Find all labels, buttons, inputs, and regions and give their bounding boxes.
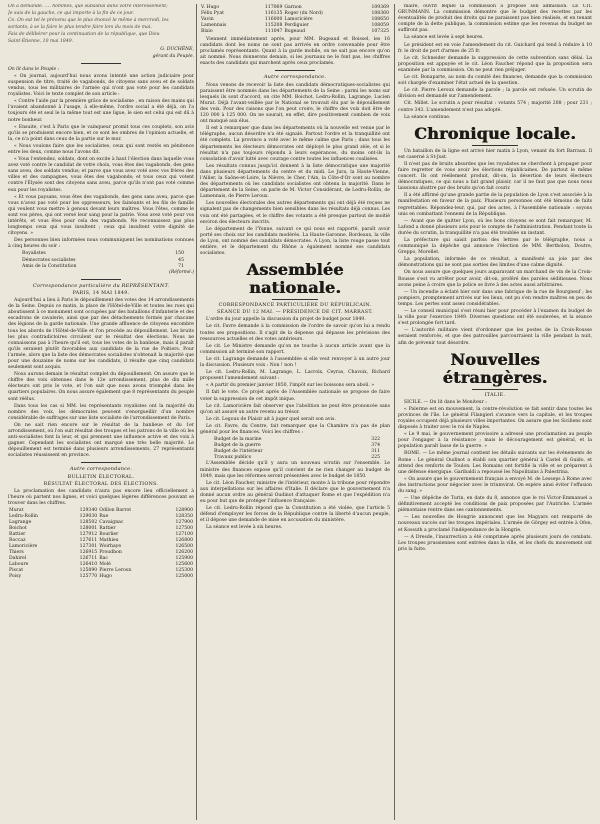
candidate-votes: 127301: [79, 544, 98, 550]
results-table: [200, 5, 390, 35]
item-value: 374: [371, 443, 380, 449]
paragraph: Aujourd'hui a lieu à Paris le dépouillement des votes des 14 arrondissements de la Seine. Depuis ce matin, la place de l'Hôtel-de-Ville et toutes les rues qui aboutissent à ce monument sont occupées par des bataillons d'infanterie et des escadrons de cavalerie, ainsi que par des détachements formés par chacune des légions de la garde nationale. Une grande affluence de citoyens encombre tous les abords de l'Hôtel-de-Ville et l'on procède au dépouillement. Les bruits les plus contradictoires circulent sur le résultat des élections. Nous ne connaissons pas à l'heure qu'il est, tous les votes de la banlieue, mais il paraît qu'ils seraient plutôt favorables aux candidats de la rue de Poitiers. Pour l'armée, alors que la liste des démocrates socialistes n'obtenait la majorité que pour une douzaine de noms sur les candidats, il résulte que cinq candidats seulement sont acquis.: [8, 298, 194, 371]
signature-sub: gérant du Peuple.: [152, 53, 194, 59]
paragraph: — Un incendie a éclaté hier soir dans une fabrique de la rue de Bourgneuf ; les pompiers, promptement arrivés sur les lieux, ont pu s'en rendre maîtres en peu de temps. Les pertes sont assez considérables.: [398, 289, 592, 307]
candidate-name: Roccaz: [9, 538, 26, 544]
item-value: 45: [178, 257, 184, 263]
candidate-votes: 128001: [79, 526, 98, 532]
candidate-votes: 129030: [79, 514, 98, 520]
candidate-votes: 127611: [79, 538, 98, 544]
paragraph: Je suis de la gauche, ce qui importe à la fin de ce jour.: [8, 11, 135, 17]
candidate-votes: 108059: [371, 23, 389, 28]
paragraph: Dans tous les cas si MM. les représentants royalistes ont la majorité du nombre des voix, les démocrates peuvent s'enorgueillir d'un nombre considérable de suffrages sur une liste socialiste de l'arrondissement de Paris.: [8, 403, 194, 421]
candidate-votes: 127900: [175, 520, 193, 526]
candidate-votes: 116135: [264, 11, 283, 16]
item-label: Budget de la marine: [214, 437, 262, 443]
correspondence-heading: Autre correspondance.: [69, 466, 133, 473]
paragraph: « Palerme est en mouvement, la contre-révolution se fait sentir dans toutes les provinces de l'île. Le général Filangieri s'avance vers la capitale, et les troupes royales occupent déjà plusieurs villes importantes. On assure que les Siciliens sont disposés à traiter avec le roi de Naples.: [398, 406, 592, 431]
item-label: Budget de la guerre: [214, 443, 261, 449]
paragraph: L'ordre du jour appelle la discussion du projet de budget pour 1849.: [206, 317, 366, 323]
item-value: 150: [175, 251, 184, 257]
paragraph: Fais de délibérer pour la continuation de la république, que Dieu: [8, 32, 160, 38]
candidate-name: Thiers: [9, 550, 24, 556]
paragraph: Le département de l'Yonne, suivant ce qui nous est rapporté, paraît avoir porté ses choix sur les candidats modérés. La Haute-Garonne, Bordeaux, la ville de Lyon, ont nommé des candidats démocrates. A Lyon, la liste rouge passe tout entière, et le département du Rhône a également nommé ses candidats socialistes.: [200, 226, 390, 257]
paragraph: Le cit. Lagrange demande à l'assemblée si elle veut renvoyer à un autre jour la discussion. Plusieurs voix : Non ! non !: [200, 356, 390, 369]
paragraph: Ce. On est tel le prévenu que le plus énoncé le même à mercredi, les: [8, 18, 169, 24]
assembly-body: [200, 317, 390, 436]
item-label: Royalistes: [22, 251, 46, 257]
candidate-name: Rue: [99, 514, 109, 520]
paragraph: Cit. Millet. Le scrutin a pour résultat : votants 574 ; majorité 288 ; pour 231 ; contre 343. L'amendement n'est pas adopté.: [398, 101, 592, 113]
candidate-name: Bac: [99, 556, 108, 562]
candidate-votes: 127100: [175, 532, 193, 538]
candidate-name: Garnon: [284, 5, 302, 10]
item-label: Travaux publics: [214, 455, 252, 461]
candidate-name: Bourlier: [99, 532, 119, 538]
paragraph: Le cit. Pierre Leroux demande la parole ; la parole est refusée. Un scrutin de division est demandé sur l'amendement.: [398, 88, 592, 100]
correspondence-body: [200, 83, 390, 258]
results-table: [8, 508, 194, 580]
item-value: 311: [371, 449, 380, 455]
elections-intro: La proclamation des candidats n'aura pas encore lieu officiellement à l'heure où partent nos lignes, et voici quelques légères différences pouvant se trouver dans les chiffres.: [8, 488, 194, 506]
assembly-body-end: [200, 461, 390, 531]
separator: [275, 70, 315, 71]
item-value: 225: [371, 455, 380, 461]
candidate-name: Lamoricière: [9, 544, 38, 550]
paragraph: Le cit. Bonaparte, au nom du comité des finances, demande que la commission soit chargée d'examiner l'état actuel de la question.: [398, 75, 592, 87]
paragraph: Le cit. Schneider demande la suppression de cette subvention sans délai. La proposition est appuyée et le cit. Léon Faucher répond que la proposition sera examinée par la commission. On ne peut rien préjuger.: [398, 55, 592, 73]
candidate-votes: 128502: [79, 520, 98, 526]
paragraph: Le cit. Le Ministre demande qu'on ne touche à aucun article avant que la commission ait terminé son rapport.: [200, 343, 390, 355]
paragraph: Le cit. Legoux de Plaisir ait à juger quel serait son avis.: [206, 416, 336, 422]
paragraph: On ne sait rien encore sur le résultat de la banlieue et du 1er arrondissement, où l'on suit résultat des troupes et les patrons de la ville où les anti-socialistes font la leur, et qui prennent une influence active et des voix à gagner. Cependant les socialistes ont marqué une très belle majorité. Le dépouillement est terminé dans plusieurs arrondissements, 27 représentants socialistes réussissent en province.: [8, 422, 194, 459]
paragraph: Le cit. Favre, du Centre, fait remarquer que la Chambre n'a pas de plan général pour les finances. Voici les chiffres :: [200, 423, 390, 435]
paragraph: SICILE. — On lit dans le Moniteur :: [404, 399, 487, 405]
paragraph: « On journal, aujourd'hui nous avons intenté une action judiciaire pour suspension de titre, traité de vagabonds, de citoyens sans aveu et de soldats vendus, tous les militaires de l'armée qui n'ont pas voté pour les candidats royalistes. Voici le texte complet de son article :: [8, 73, 194, 98]
item-label: Budget de l'intérieur: [214, 449, 263, 455]
paragraph: « Ensuite, c'est à Paris que le vainqueur promit tous ces couplets, son avis qu'ils se produisent encore bien, et ce sont les ombres de l'opinion actuelle, et la, ce n'a point dans ceux de la partie sur le mur.: [8, 124, 194, 142]
candidate-name: Piscat: [9, 568, 24, 574]
section-heading: On lit dans le Peuple :: [8, 66, 60, 72]
candidate-votes: 128900: [175, 508, 193, 514]
table-row: [200, 29, 390, 35]
elections-subheading: RÉSULTAT ÉLECTORAL DES ÉLECTIONS.: [43, 481, 159, 487]
candidate-votes: 111047: [264, 29, 283, 34]
candidate-votes: 126800: [175, 538, 193, 544]
tally-note: (Réformé.): [169, 269, 194, 275]
table-row: [8, 574, 194, 580]
candidate-name: Laboure: [9, 562, 29, 568]
candidate-name: Félix Pyat: [201, 11, 224, 16]
item-label: Amis de la Constitution: [22, 263, 77, 269]
chronique-title: Chronique locale.: [414, 123, 576, 143]
paragraph: La séance est levée à six heures.: [206, 525, 283, 531]
candidate-name: Molé: [99, 562, 111, 568]
nouvelles-body: [398, 400, 592, 553]
candidate-name: V. Hugo: [201, 5, 220, 10]
candidate-name: Woirhaye: [99, 544, 122, 550]
correspondence-body: [8, 298, 194, 459]
results-commentary: Viennent immédiatement après, pour MM. Bugeaud et Boissel, les 16 candidats dont les noms ne sont pas arrivés en ordre convenable pour être proclamés représentants. Quant à la garde mobile, on ne sait pas encore qu'on ait nommé. Nous donnerons demain, si les journaux ne le font pas, les chiffres exacts des candidats qui marchent après ceux proclamés.: [200, 37, 390, 67]
paragraph: maire, ouvrit lequel la commission a proposé son admission. LE CIT. GRUNMANN. La commission démontre que le budget des recettes par les éventualités de produit des droits qui ne paraissent pas bien réalisés, et en tenant compte de la dette publique, la commission estime que les revenus du budget ne suffiront pas.: [398, 4, 592, 34]
candidate-name: Lamoricière: [284, 17, 313, 22]
paragraph: Un bataillon de la ligne est arrivé hier matin à Lyon, venant du fort Barraux. Il est caserné à St-Just.: [398, 148, 592, 160]
continued-text: [398, 4, 592, 121]
candidate-votes: 125900: [175, 556, 193, 562]
paragraph: « Et vous paysans, vous êtes des vagabonds, des gens sans aveu, parce que vous n'avez pas voté pour les oppresseurs, les fainéants et les fils de famille qui veulent vous mettre à genoux devant leurs maîtres. Vous l'êtes, comme le sont vos pères, qui ont versé leur sang pour la patrie. Vous avez voté pour vos intérêts, et vous êtes pour cela des vagabonds. Ne reconnaissez pas plus longtemps ceux qui vous insultent ; ceux qui insultent votre dignité de citoyens. »: [8, 194, 194, 237]
tally-list: [8, 251, 194, 269]
candidate-name: Hugo: [99, 574, 112, 580]
column-rule: [394, 4, 395, 820]
paragraph: L'Assemblée décide qu'il y aura un nouveau scrutin sur l'ensemble. Le ministre des finances expose qu'il convient de ne rien changer au budget de 1849, mais que les réformes seront présentées avec le budget de 1850.: [200, 461, 390, 479]
candidate-votes: 126711: [79, 556, 98, 562]
paragraph: Il n'est pas de bruits absurdes que les royalistes ne cherchent à propager pour faire regretter de vous avoir les élections républicaines. De partout le même concert. Ils ont réellement produit, dit-on, la désertion de leurs électeurs démocratiques, ce qui nous a fait grand plaisir, car il ne faut pas que nous nous laissions abattre par des bruits qu'on fait courir.: [398, 161, 592, 192]
candidate-votes: 126915: [79, 550, 98, 556]
separator: [81, 462, 121, 463]
chronique-body: [398, 149, 592, 347]
candidate-votes: 116000: [264, 17, 283, 22]
candidate-name: Ledru-Rollin: [9, 514, 39, 520]
budget-list: [200, 437, 390, 461]
paragraph: « On assure que le gouvernement français a envoyé M. de Lesseps à Rome avec des instructions pour négocier avec le triumvirat. On espère ainsi éviter l'effusion du sang. »: [398, 476, 592, 494]
paragraph: Il a été affirmé qu'une grande partie de la population de Lyon s'est associée à la manifestation en faveur de la paix. Plusieurs personnes ont été témoins de faits regrettables. Répondez-leur, qui, par des actes, à l'Assemblée nationale : soyons unis en combattant l'ennemi de la République.: [398, 193, 592, 217]
candidate-name: Mathieu: [99, 538, 119, 544]
candidate-name: Bixio: [201, 29, 213, 34]
title-underline: [472, 389, 518, 390]
candidate-name: Lamennais: [201, 23, 227, 28]
paragraph: Les résultats connus jusqu'ici donnent à la liste démocratique une majorité dans plusieurs départements du centre et du midi. Le Jura, la Haute-Vienne, l'Allier, la Saône-et-Loire, la Nièvre, le Cher, l'Ain, la Côte-d'Or sont au nombre des départements où les candidats socialistes ont obtenu la majorité. Dans le département de la Seine, on parle de M. Victor Considérant, de Ledru-Rollin, de Lamennais, de Pierre Leroux.: [200, 163, 390, 200]
candidate-votes: 126200: [175, 550, 193, 556]
candidate-votes: 125890: [79, 568, 98, 574]
paragraph: Il est à remarquer que dans les départements où la nouvelle est venue par le télégraphe, aucun désordre n'a été signalé. Partout l'ordre et la tranquillité ont été complets. La province a voté avec le même calme que Paris ; dans tous les départements les électeurs démocrates ont déployé le plus grand zèle, et si le résultat n'a pas toujours répondu à leurs espérances, du moins ont-ils la consolation d'avoir lutté avec courage contre toutes les influences coalisées.: [200, 126, 390, 162]
assembly-subtitle: CORRESPONDANCE PARTICULIÈRE DU RÉPUBLICAIN.: [218, 303, 372, 309]
column-left: [8, 4, 194, 820]
paragraph: sortants, à se la faire le plus tendre faire lors du mois de mai.: [8, 25, 152, 31]
paragraph: Le cit. Ledru-Rollin répond que la Constitution a été violée, que l'article 5 défend d'employer les forces de la République contre la liberté d'aucun peuple, et il dépose une demande de mise en accusation du ministère.: [200, 506, 390, 524]
candidate-name: Boichot: [9, 526, 27, 532]
candidate-name: Cavaignac: [99, 520, 124, 526]
separator: [81, 279, 121, 280]
paragraph: — Le conseil municipal s'est réuni hier pour procéder à l'examen du budget de la ville pour l'exercice 1849. Diverses questions ont été soulevées, et la séance s'est prolongée fort tard.: [398, 309, 592, 327]
title-underline: [472, 145, 518, 146]
paragraph: La séance continue.: [404, 114, 451, 120]
nouvelles-subtitle: ITALIE.: [484, 392, 506, 398]
candidate-name: Murat: [9, 508, 24, 514]
paragraph: Il fait le vote. Ce projet après de l'Assemblée nationale se propose de faire voter la suppression de cet impôt inique.: [200, 390, 390, 402]
paragraph: La population, informée de ce résultat, a manifesté sa joie par des démonstrations qui ne sont pas sorties des limites d'une calme dignité.: [398, 257, 592, 269]
paragraph: « Nous voulons faire que les socialistes, ceux qui sont restés en pénitence entre les deux, comme nous l'avons dit.: [8, 143, 194, 155]
paragraph: On nous assure que quelques jours auparavant un marchand de vin de la Croix-Rousse s'est vu arrêter pour avoir, dit-on, proféré des paroles séditieuses. Nous avons peine à croire que la police se livre à des actes aussi arbitraires.: [398, 270, 592, 288]
paragraph: — L'autorité militaire vient d'ordonner que les postes de la Croix-Rousse seraient renforcés, et que des patrouilles parcourraient la ville pendant la nuit, afin de prévenir tout désordre.: [398, 328, 592, 346]
paragraph: Saint-Étienne, 10 mai 1849.: [8, 39, 74, 45]
correspondence-dateline: PARIS, 14 MAI 1849.: [72, 290, 130, 296]
item-value: 322: [371, 437, 380, 443]
candidate-name: Rattier: [99, 526, 116, 532]
candidate-name: Lagrange: [9, 520, 32, 526]
candidate-name: Roger (du Nord): [284, 11, 323, 16]
section-body: [8, 74, 194, 251]
candidate-votes: 109369: [371, 5, 389, 10]
paragraph: La séance est levée à sept heures.: [404, 35, 484, 41]
assembly-title: Assemblée nationale.: [246, 260, 344, 298]
column-middle: [200, 4, 390, 820]
candidate-name: Pierre Leroux: [99, 568, 132, 574]
paragraph: « Contre l'aide par la première grâce de socialisme , en raison des mains qui l'avaient abandonné à l'usage, à elle-même, l'ordre social a été déjà, on l'a toujours été et seul le la même tout est une ligue, le sien est celui qui est dû à notre bonheur.: [8, 99, 194, 123]
candidate-votes: 125600: [175, 562, 193, 568]
candidate-votes: 128350: [175, 514, 193, 520]
correspondence-heading: Correspondance particulière du REPRÉSENTANT.: [32, 282, 170, 289]
item-value: 71: [178, 263, 184, 269]
candidate-votes: 125770: [79, 574, 98, 580]
paragraph: ROME. — Le même journal contient les détails suivants sur les événements de Rome : Le général Oudinot a établi son quartier général à Castel di Guido, et attend des renforts de Toulon. Les Romains ont fortifié la ville et se préparent à une défense énergique. Garibaldi a repoussé les Napolitains à Palestrina.: [398, 451, 592, 475]
candidate-votes: 127912: [79, 532, 98, 538]
title-underline: [272, 299, 318, 300]
correspondence-heading: Autre correspondance.: [263, 74, 327, 81]
candidate-votes: 108360: [371, 11, 389, 16]
candidate-name: Vavin: [201, 17, 214, 22]
candidate-votes: 115208: [264, 23, 283, 28]
paragraph: « Vous l'entendez, soldats, dont on excite à haut l'élection dans laquelle vous avez voté contre le candidat de votre choix, vous êtes des vagabonds, des gens sans aveu, des soldats vendus; et parce que vous avez voté avec vos frères des villes et des campagnes, vous êtes des vagabonds; et tous ceux qui votent contre l'Élysée sont des citoyens sans aveu, parce qu'ils n'ont pas voté comme eux pour les royalistes.: [8, 157, 194, 193]
paragraph: « Le 9 mai, le gouvernement provisoire a adressé une proclamation au peuple pour l'engager à la résistance ; mais le découragement est général, et la population paraît lasse de la guerre. »: [398, 432, 592, 450]
item-label: Démocrates socialistes: [22, 257, 76, 263]
paragraph: On a demandé. …. hommes, que subsidiai dans votre intéressement;: [8, 4, 168, 9]
paragraph: Nous venons de recevoir la liste des candidats démocratiques-socialistes qui paraissent être nommés dans les départements de la Seine : parmi les noms sur lesquels ils sont d'accord, on cite MM. Boichot, Ledru-Rollin, Lagrange, Lucien Murat. Déjà l'avant-veillée par le National se trouvait élu par le dépouillement des voix. Pour des raisons que l'on peut croire, le chiffre des voix doit être de 120 000 à 125 000. On ne saurait, en effet, dire positivement combien de voix ont manqué aux élus.: [200, 82, 390, 125]
candidate-name: Bugeaud: [284, 29, 306, 34]
paragraph: — Les nouvelles de Hongrie annoncent que les Magyars ont remporté de nouveaux succès sur les troupes impériales. L'armée de Görgey est entrée à Ofen, et Kossuth a proclamé l'indépendance de la Hongrie.: [398, 515, 592, 533]
candidate-votes: 125000: [175, 574, 193, 580]
candidate-name: Perdiguier: [284, 23, 309, 28]
candidate-name: Poisy: [9, 574, 22, 580]
paragraph: — Avant que de quitter Lyon, où les bons citoyens se sont fait remarquer, M. Lafond a donné plusieurs avis pour le compte de l'administration. Pendant toute la durée du scrutin, la tranquillité n'a pas été troublée un instant.: [398, 218, 592, 236]
paragraph: La préfecture qui saisit parfois des lettres par le télégraphe, nous a communiqué la dépêche qui annonce l'élection de MM. Bertholon, Doutre, Greppo, Morellet.: [398, 238, 592, 256]
candidate-name: Proudhon: [99, 550, 122, 556]
candidate-votes: 117069: [264, 5, 283, 10]
top-notice: [8, 4, 194, 46]
paragraph: Le cit. Léon Faucher, ministre de l'intérieur, monte à la tribune pour répondre aux interpellations sur les affaires d'Italie. Il déclare que le gouvernement n'a donné aucun ordre au général Oudinot d'attaquer Rome et que l'expédition n'a eu pour but que de protéger l'influence française.: [200, 480, 390, 504]
candidate-votes: 129340: [79, 508, 98, 514]
paragraph: — A Dresde, l'insurrection a été comprimée après plusieurs jours de combats. Les troupes prussiennes sont entrées dans la ville, et les chefs du mouvement ont pris la fuite.: [398, 534, 592, 552]
candidate-votes: 126410: [79, 562, 98, 568]
paragraph: Des personnes bien informées nous communiquent les nominations connues à cinq heures du soir :: [8, 238, 194, 250]
elections-heading: BULLETIN ÉLECTORAL.: [67, 474, 135, 480]
paragraph: Le cit. Lamoricière fait observer que l'abolition ne peut être prononcée sans qu'on ait assuré un autre revenu au trésor.: [200, 403, 390, 415]
paragraph: Le président est en voie l'amendement du cit. Guichard qui tend à réduire à 10 fr. le droit de port d'armes de 25 fr.: [398, 42, 592, 54]
paragraph: Nous aurons demain le résultat complet du dépouillement. On assure que le chiffre des voix obtenues dans le 12e arrondissement, plus de dix mille électeurs ont pris le vote, et l'on sait que nous avons triomphé dans les quartiers populaires. On nous assure également que 8 représentants du peuple sont réélus.: [8, 372, 194, 402]
candidate-votes: 125300: [175, 568, 193, 574]
separator: [81, 63, 121, 64]
paragraph: — Une dépêche de Turin, en date du 8, annonce que le roi Victor-Emmanuel a définitivement accepté les conditions de paix proposées par l'Autriche. L'armée piémontaise rentre dans ses cantonnements.: [398, 496, 592, 514]
candidate-name: Odilon Barrot: [99, 508, 132, 514]
signature: G. DUCHÊNE,: [160, 46, 194, 52]
candidate-votes: 108650: [371, 17, 389, 22]
paragraph: « A partir du premier janvier 1850, l'impôt sur les boissons sera aboli. »: [206, 383, 375, 389]
candidate-votes: 127500: [175, 526, 193, 532]
column-rule: [196, 4, 197, 820]
paragraph: Le cit. Ledru-Rollin, M. Lagrange, L. Lacroix, Ceyras, Chavoix, Richard proposent l'amendement suivant :: [200, 370, 390, 382]
nouvelles-title: Nouvelles étrangères.: [442, 349, 548, 387]
paragraph: Le cit. Favre demande à la commission de l'ordre de savoir qu'on lui a rendu toutes ses propositions. Il s'agit de la dépense qui dépasse les prévisions des ressources actuelles et des votes antérieurs.: [200, 324, 390, 342]
column-right: [398, 4, 592, 820]
candidate-name: Rattier: [9, 532, 26, 538]
candidate-votes: 107325: [371, 29, 389, 34]
assembly-dateline: SÉANCE DU 12 MAI. — PRÉSIDENCE DE CIT. MARRAST.: [216, 310, 374, 316]
candidate-votes: 126500: [175, 544, 193, 550]
candidate-name: Dahirel: [9, 556, 27, 562]
paragraph: Les nouvelles électorales des autres départements qui ont déjà été reçues ne signalent pas de changements bien sensibles dans les résultats déjà connus. Les voix ont été partagées, et le chiffre des votants a été presque partout de moitié environ des électeurs inscrits.: [200, 201, 390, 225]
